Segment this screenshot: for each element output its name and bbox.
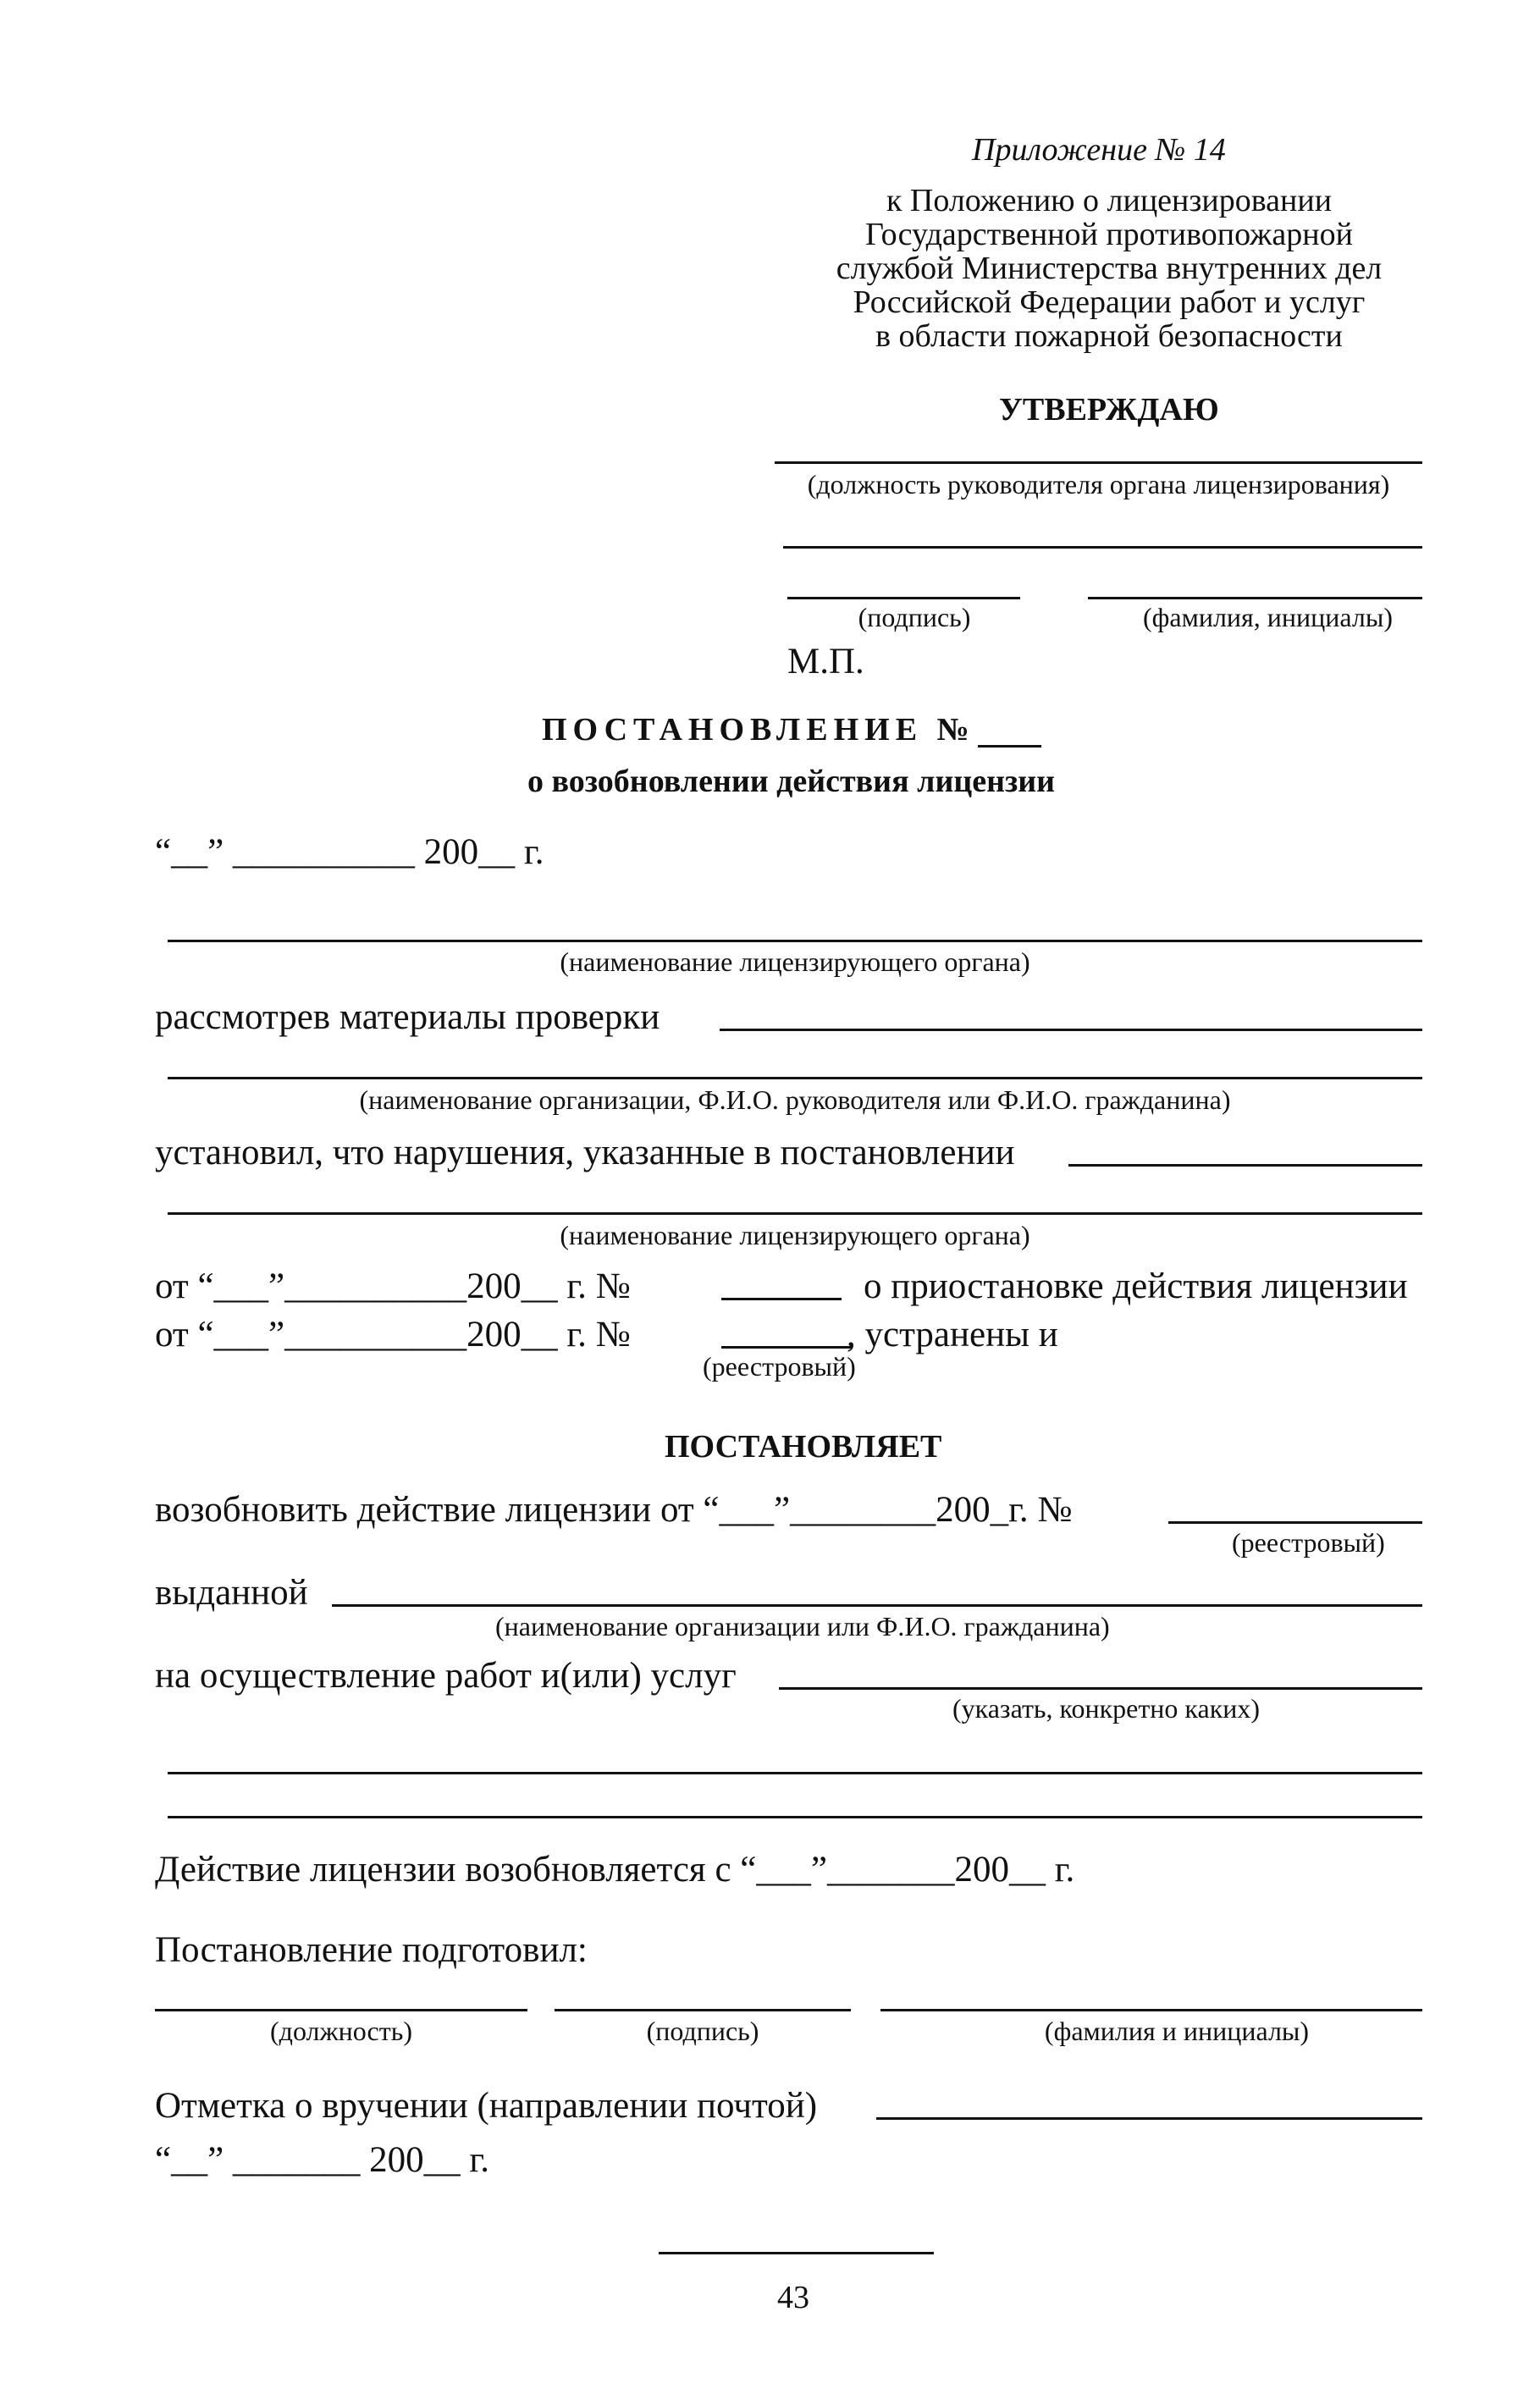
from-line-2-number-line bbox=[721, 1346, 853, 1349]
prepared-name-line bbox=[880, 2009, 1422, 2011]
established-text: установил, что нарушения, указанные в постановлении bbox=[155, 1133, 1015, 1172]
approve-label: УТВЕРЖДАЮ bbox=[999, 392, 1219, 428]
from-line-1-number-line bbox=[721, 1298, 842, 1300]
from-line-2-end: , устранены и bbox=[847, 1315, 1058, 1354]
issued-caption: (наименование организации или Ф.И.О. гражданина) bbox=[495, 1611, 1110, 1641]
licensing-organ-caption: (наименование лицензирующего органа) bbox=[560, 946, 1030, 977]
licensing-organ-line bbox=[168, 940, 1422, 942]
subtitle-line-2: Государственной противопожарной bbox=[865, 217, 1353, 252]
subtitle-line-5: в области пожарной безопасности bbox=[875, 318, 1343, 354]
appendix-number: Приложение № 14 bbox=[972, 132, 1226, 168]
reviewed-line bbox=[720, 1029, 1422, 1031]
subtitle-line-1: к Положению о лицензировании bbox=[886, 183, 1333, 218]
name-caption: (фамилия, инициалы) bbox=[1142, 602, 1393, 632]
issued-line bbox=[332, 1604, 1422, 1607]
date-line: “__” __________ 200__ г. bbox=[155, 832, 544, 872]
resume-text: возобновить действие лицензии от “___”________200_г. № bbox=[155, 1490, 1073, 1530]
delivery-line bbox=[876, 2117, 1422, 2120]
page-number: 43 bbox=[777, 2280, 809, 2315]
org-caption: (наименование организации, Ф.И.О. руководителя или Ф.И.О. гражданина) bbox=[359, 1084, 1231, 1115]
registry-caption: (реестровый) bbox=[703, 1351, 856, 1382]
prepared-position-caption: (должность) bbox=[270, 2016, 412, 2046]
prepared-signature-caption: (подпись) bbox=[646, 2016, 759, 2046]
prepared-name-caption: (фамилия и инициалы) bbox=[1044, 2016, 1310, 2046]
org-line bbox=[168, 1077, 1422, 1079]
name-line bbox=[1088, 597, 1422, 599]
works-caption: (указать, конкретно каких) bbox=[952, 1693, 1261, 1724]
reviewed-text: рассмотрев материалы проверки bbox=[155, 997, 660, 1037]
licensing-organ-caption-2: (наименование лицензирующего органа) bbox=[560, 1220, 1030, 1250]
seal-label: М.П. bbox=[787, 642, 864, 681]
subtitle-line-4: Российской Федерации работ и услуг bbox=[853, 284, 1366, 320]
issued-text: выданной bbox=[155, 1573, 308, 1613]
signature-line bbox=[787, 597, 1020, 599]
from-line-1-start: от “___”__________200__ г. № bbox=[155, 1266, 631, 1306]
effective-text: Действие лицензии возобновляется с “___”_______200__ г. bbox=[155, 1850, 1075, 1890]
position-line bbox=[775, 461, 1422, 464]
delivery-text: Отметка о вручении (направлении почтой) bbox=[155, 2086, 818, 2126]
prepared-position-line bbox=[155, 2009, 527, 2011]
works-line bbox=[779, 1687, 1422, 1690]
signature-caption: (подпись) bbox=[858, 602, 971, 632]
position-caption: (должность руководителя органа лицензирования) bbox=[807, 469, 1390, 499]
established-line bbox=[1068, 1164, 1422, 1167]
position-line-2 bbox=[783, 546, 1422, 549]
works-extra-line-1 bbox=[168, 1772, 1422, 1774]
prepared-text: Постановление подготовил: bbox=[155, 1930, 588, 1970]
decree-number-line bbox=[978, 745, 1041, 748]
decree-subtitle: о возобновлении действия лицензии bbox=[527, 764, 1056, 799]
resume-registry-caption: (реестровый) bbox=[1232, 1527, 1385, 1558]
from-line-1-end: о приостановке действия лицензии bbox=[864, 1266, 1408, 1306]
works-extra-line-2 bbox=[168, 1816, 1422, 1818]
licensing-organ-line-2 bbox=[168, 1212, 1422, 1215]
from-line-2-start: от “___”__________200__ г. № bbox=[155, 1315, 631, 1354]
works-text: на осуществление работ и(или) услуг bbox=[155, 1656, 737, 1696]
subtitle-line-3: службой Министерства внутренних дел bbox=[836, 251, 1383, 286]
prepared-signature-line bbox=[555, 2009, 851, 2011]
footer-rule bbox=[659, 2252, 934, 2254]
delivery-date: “__” _______ 200__ г. bbox=[155, 2140, 489, 2180]
decree-title: ПОСТАНОВЛЕНИЕ № bbox=[542, 712, 975, 748]
resume-number-line bbox=[1168, 1521, 1422, 1524]
decision-heading: ПОСТАНОВЛЯЕТ bbox=[665, 1429, 942, 1465]
